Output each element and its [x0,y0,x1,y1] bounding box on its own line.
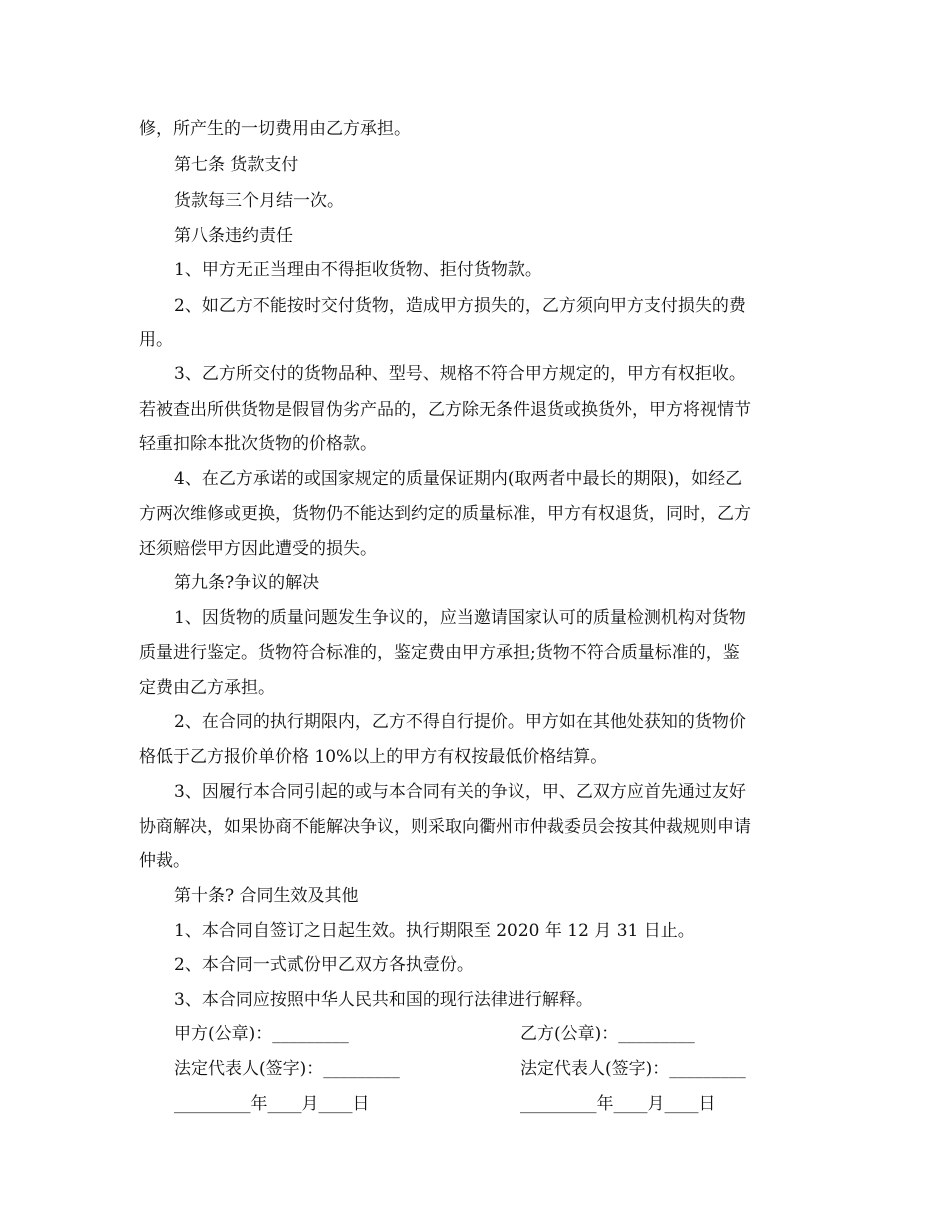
article-heading: 第十条? 合同生效及其他 [174,886,359,906]
party-a-seal-field: 甲方(公章)：_________ [174,1024,349,1044]
party-b-seal-field: 乙方(公章)：_________ [520,1024,695,1044]
text-line: 定费由乙方承担。 [139,678,275,698]
text-line: 1、甲方无正当理由不得拒收货物、拒付货物款。 [174,260,542,280]
text-line: 还须赔偿甲方因此遭受的损失。 [139,539,377,559]
text-line: 3、因履行本合同引起的或与本合同有关的争议，甲、乙双方应首先通过友好 [174,782,746,802]
article-heading: 第八条违约责任 [174,226,293,246]
text-line: 协商解决，如果协商不能解决争议，则采取向衢州市仲裁委员会按其仲裁规则申请 [139,817,751,837]
text-line: 仲裁。 [139,851,190,871]
text-line: 3、本合同应按照中华人民共和国的现行法律进行解释。 [174,990,593,1010]
party-a-date-field: _________年____月____日 [174,1094,370,1114]
text-line: 2、如乙方不能按时交付货物，造成甲方损失的，乙方须向甲方支付损失的费 [174,296,746,316]
text-line: 轻重扣除本批次货物的价格款。 [139,434,377,454]
party-b-representative-field: 法定代表人(签字)：_________ [520,1059,746,1079]
text-line: 质量进行鉴定。货物符合标准的，鉴定费由甲方承担;货物不符合质量标准的，鉴 [139,643,740,663]
text-line: 3、乙方所交付的货物品种、型号、规格不符合甲方规定的，甲方有权拒收。 [174,364,746,384]
text-line: 格低于乙方报价单价格 10%以上的甲方有权按最低价格结算。 [139,747,608,767]
text-line: 货款每三个月结一次。 [174,191,344,211]
article-heading: 第七条 货款支付 [174,155,299,175]
text-line: 1、本合同自签订之日起生效。执行期限至 2020 年 12 月 31 日止。 [174,921,695,941]
text-line: 用。 [139,330,173,350]
text-line: 修，所产生的一切费用由乙方承担。 [139,119,411,139]
party-a-representative-field: 法定代表人(签字)：_________ [174,1059,400,1079]
article-heading: 第九条?争议的解决 [174,573,320,593]
text-line: 1、因货物的质量问题发生争议的，应当邀请国家认可的质量检测机构对货物 [174,608,746,628]
text-line: 若被查出所供货物是假冒伪劣产品的，乙方除无条件退货或换货外，甲方将视情节 [139,400,751,420]
text-line: 4、在乙方承诺的或国家规定的质量保证期内(取两者中最长的期限)，如经乙 [174,469,743,489]
text-line: 方两次维修或更换，货物仍不能达到约定的质量标准，甲方有权退货，同时，乙方 [139,504,751,524]
text-line: 2、本合同一式贰份甲乙双方各执壹份。 [174,955,474,975]
text-line: 2、在合同的执行期限内，乙方不得自行提价。甲方如在其他处获知的货物价 [174,712,746,732]
party-b-date-field: _________年____月____日 [520,1094,716,1114]
